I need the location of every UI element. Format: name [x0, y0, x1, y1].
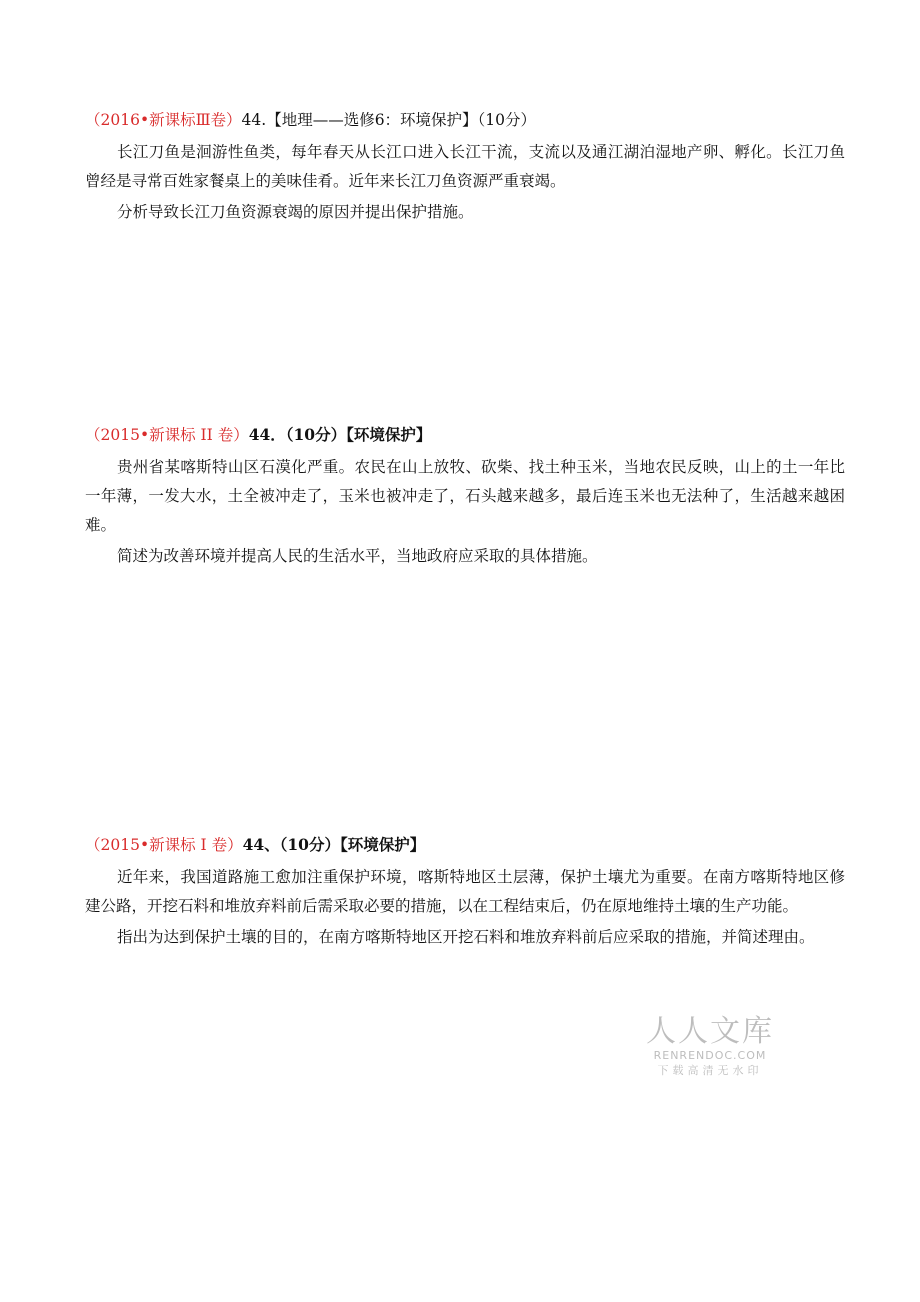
question-source: （2015•新课标 II 卷）	[85, 426, 249, 444]
question-title: 44．（10分）【环境保护】	[248, 425, 432, 444]
question-source: （2016•新课标Ⅲ卷）	[85, 111, 242, 129]
question-2016-iii	[85, 108, 845, 227]
question-paragraph: 近年来，我国道路施工愈加注重保护环境，喀斯特地区土层薄，保护土壤尤为重要。在南方喀斯特地区修建公路，开挖石料和堆放弃料前后需采取必要的措施，以在工程结束后，仍在原地维持土壤的生产功能。	[85, 868, 845, 915]
question-2015-ii	[85, 423, 845, 571]
question-paragraph: 长江刀鱼是洄游性鱼类，每年春天从长江口进入长江干流，支流以及通江湖泊湿地产卵、孵化。长江刀鱼曾经是寻常百姓家餐桌上的美味佳肴。近年来长江刀鱼资源严重衰竭。	[85, 143, 845, 190]
question-source: （2015•新课标 I 卷）	[85, 836, 243, 854]
question-task: 简述为改善环境并提高人民的生活水平，当地政府应采取的具体措施。	[117, 547, 598, 565]
question-task: 分析导致长江刀鱼资源衰竭的原因并提出保护措施。	[117, 203, 474, 221]
watermark-subtitle: 下载高清无水印	[657, 1064, 763, 1077]
question-2015-i	[85, 833, 845, 952]
watermark-logo	[645, 1015, 775, 1079]
question-header	[85, 108, 845, 132]
watermark-url: RENRENDOC.COM	[653, 1049, 767, 1062]
question-header	[85, 423, 845, 447]
question-header	[85, 833, 845, 857]
question-title: 44、（10分）【环境保护】	[242, 835, 426, 854]
watermark-title: 人人文库	[646, 1014, 774, 1049]
question-title: 44.【地理——选修6：环境保护】（10分）	[241, 111, 537, 129]
question-task: 指出为达到保护土壤的目的，在南方喀斯特地区开挖石料和堆放弃料前后应采取的措施，并简述理由。	[117, 928, 815, 946]
question-paragraph: 贵州省某喀斯特山区石漠化严重。农民在山上放牧、砍柴、找土种玉米，当地农民反映，山上的土一年比一年薄，一发大水，土全被冲走了，玉米也被冲走了，石头越来越多，最后连玉米也无法种了，生活越来越困难。	[85, 458, 845, 534]
